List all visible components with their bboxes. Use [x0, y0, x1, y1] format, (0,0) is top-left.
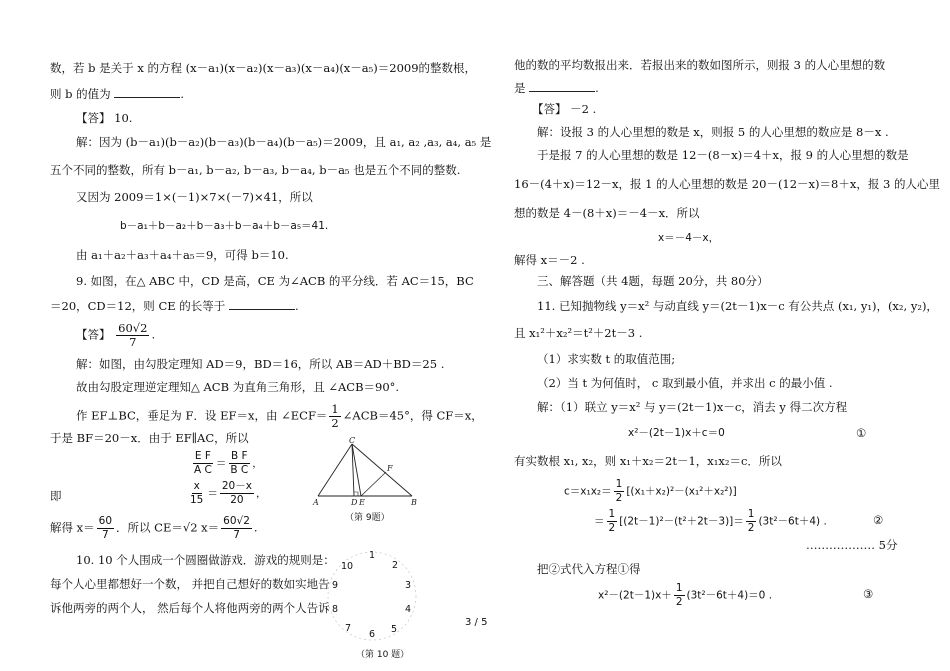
question-10-line-5: 是 . [514, 81, 599, 95]
question-10-line-1: 10. 10 个人围成一个圆圈做游戏．游戏的规则是： [76, 553, 335, 567]
question-11-line-1: 11. 已知抛物线 y＝x² 与动直线 y＝(2t－1)x－c 有公共点 (x₁, y₁)，(x₂, y₂)， [537, 299, 938, 313]
solution-9-result: 解得 x＝ $\frac{60}{7}$ ．所以 CE＝√2 x＝ $\frac{60√2}{7}$ . [50, 515, 258, 541]
vertex-label-f: F [387, 464, 393, 473]
circle-number: 10 [341, 561, 354, 572]
solution-11-line-1: 解：（1）联立 y＝x² 与 y＝(2t－1)x－c，消去 y 得二次方程 [537, 400, 848, 414]
equation-1: x²－(2t－1)x＋c＝0 [628, 427, 725, 439]
solution-8-result: 由 a₁＋a₂＋a₃＋a₄＋a₅＝9，可得 b＝10. [76, 248, 289, 262]
fraction: $\frac{60√2}{7}$ [118, 321, 148, 349]
equation-tag-1: ① [856, 426, 867, 440]
equation-tag-3: ③ [863, 587, 874, 601]
fraction: $\frac{1}{2}$ [331, 402, 339, 430]
circle-number: 8 [332, 604, 339, 615]
circle-number: 5 [391, 624, 398, 635]
solution-10-line-4: 想的数是 4－(8＋x)＝－4－x．所以 [514, 206, 700, 220]
fraction: $\frac{60√2}{7}$ [223, 515, 250, 541]
circle-number: 4 [405, 604, 412, 615]
ratio-equation-x: $\frac{x}{15}$ ＝ $\frac{20-x}{20}$ ， [190, 480, 267, 506]
solution-8-line-2: 五个不同的整数，所有 b－a₁, b－a₂, b－a₃, b－a₄, b－a₅ 也是五个不同的整数. [50, 163, 461, 177]
fraction: $\frac{\text{E F}}{\text{A C}}$ [194, 450, 212, 476]
solution-8-line-1: 解：因为 (b－a₁)(b－a₂)(b－a₃)(b－a₄)(b－a₅)＝2009，且 a₁, a₂ ,a₃, a₄, a₅ 是 [76, 135, 492, 149]
fraction: $\frac{60}{7}$ [98, 515, 113, 541]
solution-11-line-2: 有实数根 x₁, x₂，则 x₁＋x₂＝2t－1，x₁x₂＝c．所以 [514, 454, 782, 468]
equation-3: x²－(2t－1)x＋ $\frac{1}{2}$ (3t²－6t＋4)＝0 . [598, 582, 773, 608]
circle-number: 2 [392, 560, 399, 571]
fraction: $\frac{x}{15}$ [190, 480, 204, 506]
line-equation-root: 数，若 b 是关于 x 的方程 (x－a₁)(x－a₂)(x－a₃)(x－a₄)(x－a₅)＝2009的整数根， [50, 61, 477, 75]
fraction: $\frac{1}{2}$ [608, 508, 616, 534]
figure-9-caption: （第 9题） [345, 513, 390, 523]
answer-blank [229, 298, 295, 310]
fraction: $\frac{1}{2}$ [615, 478, 623, 504]
circle-number: 3 [405, 580, 412, 591]
line-value-of-b: 则 b 的值为 . [50, 87, 184, 101]
equation-c: c＝x₁x₂＝ $\frac{1}{2}$ [(x₁＋x₂)²－(x₁²＋x₂²)] [564, 478, 737, 504]
section-heading-3: 三、解答题（共 4题，每题 20分，共 80分） [537, 274, 769, 288]
answer-9: 【答】 $\frac{60√2}{7}$ . [76, 321, 156, 349]
solution-10-line-3: 16－(4＋x)＝12－x，报 1 的人心里想的数是 20－(12－x)＝8＋x，报 3 的人心里 [514, 177, 940, 191]
solution-9-line-3: 作 EF⊥BC，垂足为 F．设 EF＝x，由 ∠ECF＝ $\frac{1}{2}$ ∠ACB＝45°，得 CF＝x， [76, 402, 483, 430]
circle-number: 7 [345, 623, 352, 634]
question-10-line-2: 每个人心里都想好一个数， 并把自己想好的数如实地告 [50, 577, 330, 591]
equation-2: ＝ $\frac{1}{2}$ [(2t－1)²－(t²＋2t－3)]＝ $\frac{1}{2}$ (3t²－6t＋4) . [594, 508, 827, 534]
figure-10-circle [322, 548, 422, 648]
answer-10: 【答】 －2 . [532, 102, 597, 116]
circle-number: 1 [369, 550, 376, 561]
solution-9-line-1: 解：如图，由勾股定理知 AD＝9，BD＝16，所以 AB＝AD＋BD＝25 . [76, 357, 445, 371]
fraction: $\frac{1}{2}$ [747, 508, 755, 534]
solution-10-equation: x＝－4－x， [658, 232, 720, 244]
question-11-line-2: 且 x₁²＋x₂²＝t²＋2t－3 . [514, 326, 643, 340]
question-10-line-3: 诉他两旁的两个人， 然后每个人将他两旁的两个人告诉 [50, 601, 330, 615]
score-marker: ……………… 5分 [806, 538, 898, 552]
solution-9-line-4: 于是 BF＝20－x．由于 EF∥AC，所以 [50, 431, 249, 445]
fraction: $\frac{\text{B F}}{\text{B C}}$ [230, 450, 249, 476]
fraction: $\frac{20-x}{20}$ [221, 480, 252, 506]
circle-number: 6 [369, 629, 376, 640]
answer-blank [529, 80, 595, 92]
question-9-line-2: ＝20，CD＝12，则 CE 的长等于 . [50, 299, 299, 313]
answer-8: 【答】 10. [76, 111, 133, 125]
question-11-part-2: （2）当 t 为何值时， c 取到最小值，并求出 c 的最小值 . [537, 376, 833, 390]
solution-9-line-2: 故由勾股定理逆定理知△ ACB 为直角三角形，且 ∠ACB＝90°. [76, 380, 400, 394]
ratio-equation: $\frac{\text{E F}}{\text{A C}}$ ＝ $\frac{\text{B F}}{\text{B C}}$ ， [194, 450, 263, 476]
figure-9-triangle [308, 436, 420, 508]
solution-8-sum: b－a₁＋b－a₂＋b－a₃＋b－a₄＋b－a₅＝41. [120, 220, 329, 232]
vertex-label-b: B [411, 498, 417, 507]
equation-tag-2: ② [873, 513, 884, 527]
solution-8-line-3: 又因为 2009＝1×(－1)×7×(－7)×41，所以 [76, 190, 313, 204]
page-number: 3 / 5 [465, 617, 488, 628]
question-10-line-4: 他的数的平均数报出来．若报出来的数如图所示，则报 3 的人心里想的数 [514, 58, 886, 72]
question-11-part-1: （1）求实数 t 的取值范围; [537, 352, 676, 366]
solution-10-line-1: 解：设报 3 的人心里想的数是 x，则报 5 的人心里想的数应是 8－x . [537, 125, 889, 139]
solution-11-line-3: 把②式代入方程①得 [537, 562, 641, 576]
answer-blank [114, 86, 180, 98]
circle-number: 9 [332, 580, 339, 591]
solution-10-result: 解得 x＝－2 . [514, 253, 585, 267]
vertex-label-c: C [349, 436, 356, 445]
vertex-label-d: D [351, 498, 358, 507]
figure-10-caption: （第 10 题） [356, 650, 410, 660]
solution-10-line-2: 于是报 7 的人心里想的数是 12－(8－x)＝4＋x，报 9 的人心里想的数是 [537, 148, 909, 162]
vertex-label-e: E [359, 498, 365, 507]
question-9-line-1: 9. 如图，在△ ABC 中，CD 是高，CE 为∠ACB 的平分线．若 AC＝15，BC [76, 274, 474, 288]
solution-9-ji: 即 [50, 489, 62, 503]
fraction: $\frac{1}{2}$ [675, 582, 683, 608]
vertex-label-a: A [313, 498, 319, 507]
